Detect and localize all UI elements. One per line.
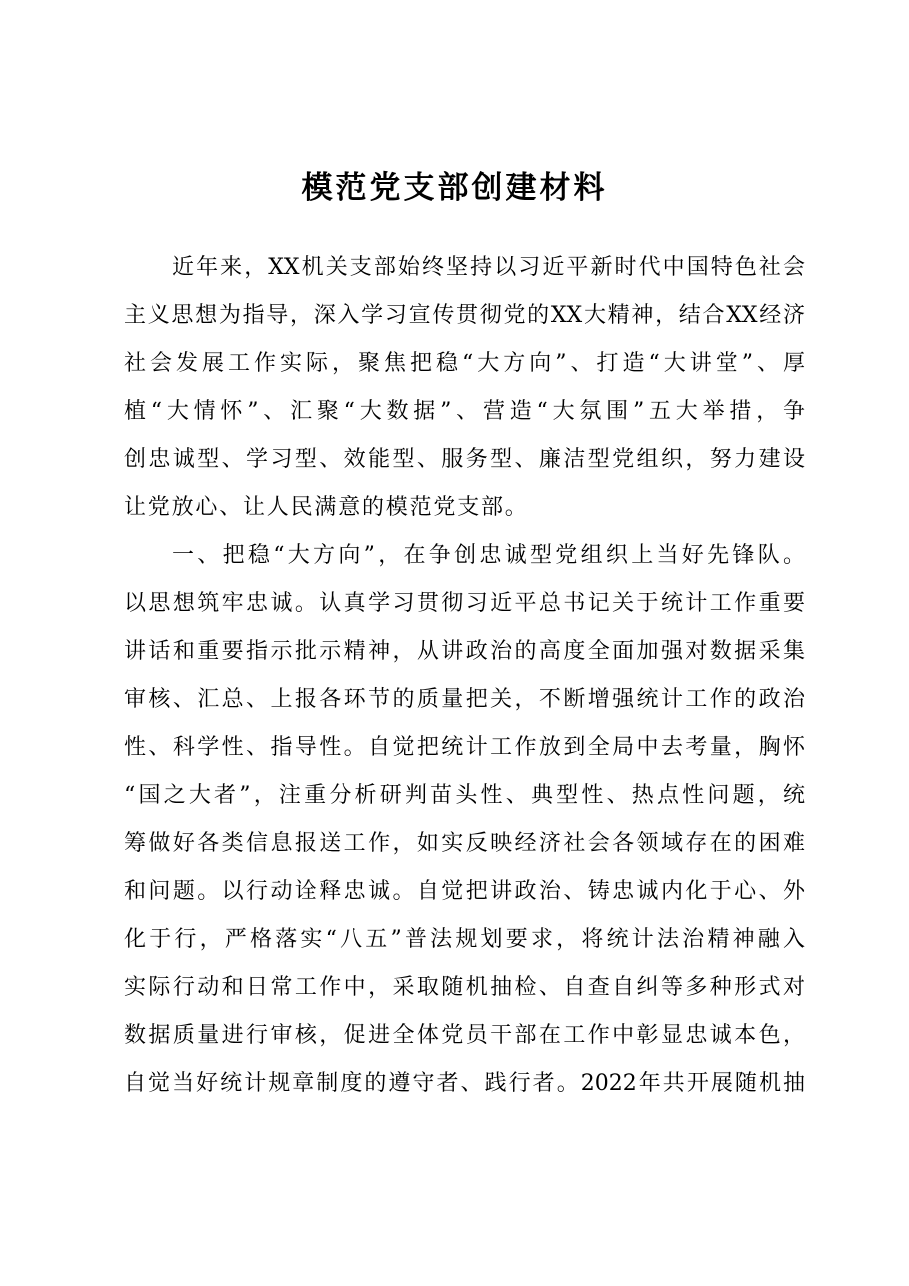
paragraph-line: 审核、汇总、上报各环节的质量把关，不断增强统计工作的政治: [124, 687, 805, 712]
paragraph-line: 社会发展工作实际，聚焦把稳“大方向”、打造“大讲堂”、厚: [124, 351, 805, 376]
paragraph-line: 数据质量进行审核，促进全体党员干部在工作中彰显忠诚本色，: [124, 1023, 805, 1048]
paragraph-line: “国之大者”，注重分析研判苗头性、典型性、热点性问题，统: [124, 783, 805, 808]
paragraph-line: 性、科学性、指导性。自觉把统计工作放到全局中去考量，胸怀: [124, 735, 805, 760]
paragraph-line: 讲话和重要指示批示精神，从讲政治的高度全面加强对数据采集: [124, 639, 805, 664]
paragraph-line: 近年来，XX机关支部始终坚持以习近平新时代中国特色社会: [172, 255, 805, 280]
paragraph-line: 让党放心、让人民满意的模范党支部。: [124, 495, 529, 520]
section-heading-line: 一、把稳“大方向”，在争创忠诚型党组织上当好先锋队。: [172, 543, 805, 568]
paragraph-line: 实际行动和日常工作中，采取随机抽检、自查自纠等多种形式对: [124, 975, 805, 1000]
paragraph-line: 筹做好各类信息报送工作，如实反映经济社会各领域存在的困难: [124, 831, 805, 856]
paragraph-line: 主义思想为指导，深入学习宣传贯彻党的XX大精神，结合XX经济: [124, 303, 805, 328]
paragraph-line: 和问题。以行动诠释忠诚。自觉把讲政治、铸忠诚内化于心、外: [124, 879, 805, 904]
document-title: 模范党支部创建材料: [301, 170, 608, 206]
paragraph-line: 创忠诚型、学习型、效能型、服务型、廉洁型党组织，努力建设: [124, 447, 805, 472]
paragraph-line: 自觉当好统计规章制度的遵守者、践行者。2022年共开展随机抽: [124, 1071, 805, 1096]
paragraph-line: 以思想筑牢忠诚。认真学习贯彻习近平总书记关于统计工作重要: [124, 591, 805, 616]
paragraph-line: 植“大情怀”、汇聚“大数据”、营造“大氛围”五大举措，争: [124, 399, 805, 424]
paragraph-line: 化于行，严格落实“八五”普法规划要求，将统计法治精神融入: [124, 927, 805, 952]
